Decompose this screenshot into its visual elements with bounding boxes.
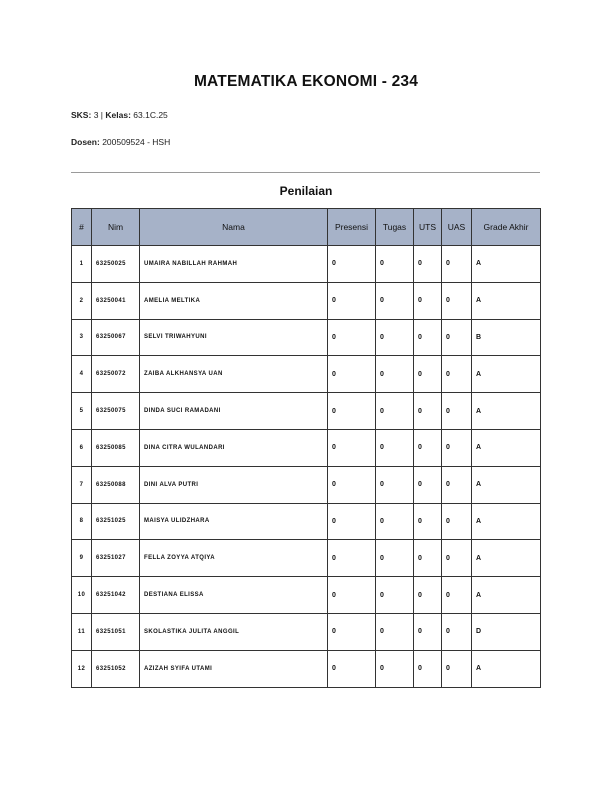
cell-nama: UMAIRA NABILLAH RAHMAH [140, 246, 328, 283]
cell-uas: 0 [442, 393, 472, 430]
cell-uts: 0 [414, 577, 442, 614]
table-row [72, 650, 541, 687]
cell-presensi: 0 [328, 466, 376, 503]
cell-uts: 0 [414, 466, 442, 503]
col-header-grade: Grade Akhir [472, 209, 541, 246]
cell-nama: DESTIANA ELISSA [140, 577, 328, 614]
sks-value: 3 [93, 110, 99, 120]
cell-presensi: 0 [328, 540, 376, 577]
cell-uas: 0 [442, 466, 472, 503]
cell-no: 8 [72, 503, 92, 540]
cell-uas: 0 [442, 613, 472, 650]
cell-nim: 63251027 [92, 540, 140, 577]
cell-no: 5 [72, 393, 92, 430]
course-meta [71, 110, 168, 120]
cell-grade: A [472, 393, 541, 430]
kelas-label: Kelas: [105, 110, 131, 120]
cell-nama: SELVI TRIWAHYUNI [140, 319, 328, 356]
cell-nim: 63250075 [92, 393, 140, 430]
cell-grade: B [472, 319, 541, 356]
cell-presensi: 0 [328, 429, 376, 466]
table-row [72, 503, 541, 540]
cell-tugas: 0 [376, 356, 414, 393]
cell-uts: 0 [414, 319, 442, 356]
cell-no: 3 [72, 319, 92, 356]
cell-no: 6 [72, 429, 92, 466]
cell-no: 11 [72, 613, 92, 650]
cell-nama: MAISYA ULIDZHARA [140, 503, 328, 540]
cell-nama: DINDA SUCI RAMADANI [140, 393, 328, 430]
table-row [72, 356, 541, 393]
cell-uts: 0 [414, 613, 442, 650]
cell-nama: DINA CITRA WULANDARI [140, 429, 328, 466]
cell-tugas: 0 [376, 429, 414, 466]
table-row [72, 246, 541, 283]
table-row [72, 540, 541, 577]
cell-nama: ZAIBA ALKHANSYA UAN [140, 356, 328, 393]
cell-uas: 0 [442, 356, 472, 393]
kelas-value: 63.1C.25 [133, 110, 168, 120]
cell-tugas: 0 [376, 246, 414, 283]
dosen-meta [71, 137, 170, 147]
cell-grade: A [472, 577, 541, 614]
cell-nama: DINI ALVA PUTRI [140, 466, 328, 503]
cell-presensi: 0 [328, 613, 376, 650]
cell-presensi: 0 [328, 246, 376, 283]
table-row [72, 613, 541, 650]
cell-tugas: 0 [376, 503, 414, 540]
cell-presensi: 0 [328, 393, 376, 430]
col-header-tugas: Tugas [376, 209, 414, 246]
section-title: Penilaian [279, 184, 333, 198]
col-header-nama: Nama [140, 209, 328, 246]
cell-grade: D [472, 613, 541, 650]
cell-presensi: 0 [328, 319, 376, 356]
cell-grade: A [472, 429, 541, 466]
cell-uas: 0 [442, 503, 472, 540]
cell-presensi: 0 [328, 503, 376, 540]
grades-table [71, 208, 541, 688]
cell-tugas: 0 [376, 319, 414, 356]
cell-nim: 63250072 [92, 356, 140, 393]
cell-nim: 63250067 [92, 319, 140, 356]
separator: | [100, 110, 104, 120]
cell-no: 10 [72, 577, 92, 614]
col-header-no: # [72, 209, 92, 246]
cell-grade: A [472, 503, 541, 540]
cell-grade: A [472, 650, 541, 687]
col-header-uts: UTS [414, 209, 442, 246]
cell-tugas: 0 [376, 282, 414, 319]
cell-presensi: 0 [328, 650, 376, 687]
cell-no: 2 [72, 282, 92, 319]
col-header-uas: UAS [442, 209, 472, 246]
cell-grade: A [472, 282, 541, 319]
cell-nama: AZIZAH SYIFA UTAMI [140, 650, 328, 687]
cell-grade: A [472, 466, 541, 503]
cell-uas: 0 [442, 282, 472, 319]
cell-uas: 0 [442, 319, 472, 356]
col-header-presensi: Presensi [328, 209, 376, 246]
page-title: MATEMATIKA EKONOMI - 234 [193, 73, 419, 90]
cell-nim: 63250025 [92, 246, 140, 283]
cell-presensi: 0 [328, 577, 376, 614]
cell-uas: 0 [442, 429, 472, 466]
cell-uas: 0 [442, 246, 472, 283]
sks-label: SKS: [71, 110, 92, 120]
cell-uas: 0 [442, 650, 472, 687]
cell-nim: 63251052 [92, 650, 140, 687]
cell-tugas: 0 [376, 466, 414, 503]
cell-uts: 0 [414, 540, 442, 577]
cell-presensi: 0 [328, 356, 376, 393]
cell-no: 9 [72, 540, 92, 577]
cell-nim: 63251051 [92, 613, 140, 650]
cell-no: 12 [72, 650, 92, 687]
cell-uts: 0 [414, 650, 442, 687]
cell-nama: AMELIA MELTIKA [140, 282, 328, 319]
cell-tugas: 0 [376, 577, 414, 614]
divider [71, 172, 540, 173]
table-row [72, 577, 541, 614]
cell-nama: SKOLASTIKA JULITA ANGGIL [140, 613, 328, 650]
cell-uts: 0 [414, 356, 442, 393]
cell-no: 7 [72, 466, 92, 503]
cell-uts: 0 [414, 282, 442, 319]
cell-nim: 63251025 [92, 503, 140, 540]
cell-grade: A [472, 356, 541, 393]
cell-tugas: 0 [376, 540, 414, 577]
cell-tugas: 0 [376, 393, 414, 430]
cell-uts: 0 [414, 393, 442, 430]
cell-no: 1 [72, 246, 92, 283]
dosen-value: 200509524 - HSH [102, 137, 171, 147]
cell-nama: FELLA ZOYYA ATQIYA [140, 540, 328, 577]
cell-no: 4 [72, 356, 92, 393]
cell-nim: 63250085 [92, 429, 140, 466]
cell-presensi: 0 [328, 282, 376, 319]
col-header-nim: Nim [92, 209, 140, 246]
cell-nim: 63250088 [92, 466, 140, 503]
cell-grade: A [472, 540, 541, 577]
table-row [72, 393, 541, 430]
table-row [72, 429, 541, 466]
table-row [72, 319, 541, 356]
cell-uts: 0 [414, 503, 442, 540]
cell-uts: 0 [414, 429, 442, 466]
dosen-label: Dosen: [71, 137, 100, 147]
cell-tugas: 0 [376, 613, 414, 650]
cell-tugas: 0 [376, 650, 414, 687]
table-header-row [72, 209, 541, 246]
cell-uts: 0 [414, 246, 442, 283]
table-row [72, 282, 541, 319]
table-row [72, 466, 541, 503]
cell-uas: 0 [442, 577, 472, 614]
cell-nim: 63251042 [92, 577, 140, 614]
cell-uas: 0 [442, 540, 472, 577]
cell-grade: A [472, 246, 541, 283]
cell-nim: 63250041 [92, 282, 140, 319]
